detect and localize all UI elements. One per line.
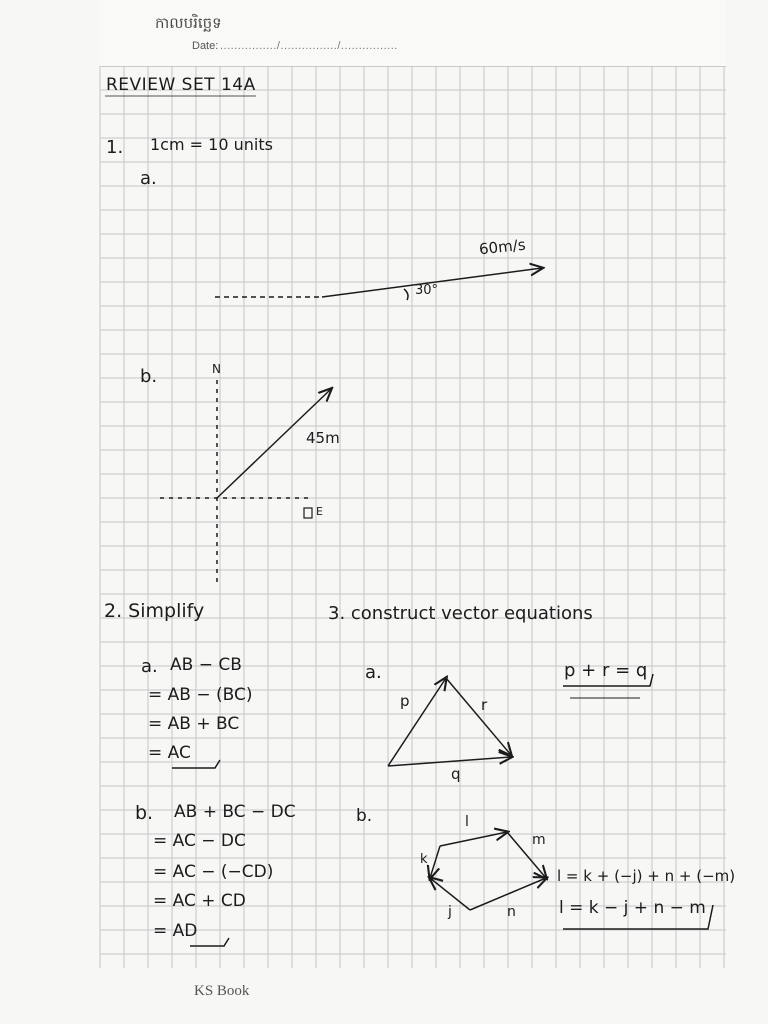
q1b-north-label: N xyxy=(212,362,221,376)
footer-brand: KS Book xyxy=(194,983,250,999)
q3a-vector-p xyxy=(388,678,446,766)
q3b-label-n: n xyxy=(507,904,516,920)
q3b-label: b. xyxy=(356,806,373,826)
q3a-label: a. xyxy=(365,662,382,683)
q3-heading: 3. construct vector equations xyxy=(328,603,593,624)
q3b-label-l: l xyxy=(465,814,469,830)
q3b-label-j: j xyxy=(448,904,452,920)
q1-scale: 1cm = 10 units xyxy=(150,135,273,154)
q3a-vector-q xyxy=(388,757,511,766)
q2-heading: 2. Simplify xyxy=(104,600,205,622)
q1a-vector-label: 60m/s xyxy=(478,235,527,259)
q2b-line-3: = AC − (−CD) xyxy=(153,862,274,882)
q3a-label-p: p xyxy=(400,692,410,710)
q2a-line-2: = AB − (BC) xyxy=(148,685,253,705)
title: REVIEW SET 14A xyxy=(106,75,256,95)
q2a-line-4: = AC xyxy=(148,743,191,763)
q1b-east-mark xyxy=(304,508,312,518)
q1b-vector-label: 45m xyxy=(306,429,340,447)
q3b-label-m: m xyxy=(532,832,546,848)
q3a-vector-r xyxy=(446,678,511,755)
q3b-label-k: k xyxy=(420,852,428,867)
q2b-line-1: AB + BC − DC xyxy=(174,802,296,822)
q3b-vector-l xyxy=(440,832,507,846)
q3b-vector-k xyxy=(430,846,440,878)
q2b-label: b. xyxy=(135,802,154,824)
q1b-label: b. xyxy=(140,366,158,387)
q2b-line-2: = AC − DC xyxy=(153,831,246,851)
q2a-label: a. xyxy=(141,656,158,677)
header-brand: កាលបរិច្ឆេទ xyxy=(155,14,222,32)
q1a-angle-label: 30° xyxy=(415,283,439,298)
q1a-angle-arc xyxy=(404,289,408,300)
q3b-answer-line-2: l = k − j + n − m xyxy=(559,898,706,918)
q2b-line-4: = AC + CD xyxy=(153,891,246,911)
date-label: Date: xyxy=(192,40,219,52)
q3b-answer-line-1: l = k + (−j) + n + (−m) xyxy=(557,867,736,885)
q1-number: 1. xyxy=(106,137,124,158)
q1a-label: a. xyxy=(140,168,157,189)
q3a-label-q: q xyxy=(451,765,461,783)
q2a-line-1: AB − CB xyxy=(170,655,242,675)
q2b-line-5: = AD xyxy=(153,921,198,941)
q1b-east-label: E xyxy=(316,505,323,518)
q2a-line-3: = AB + BC xyxy=(148,714,240,734)
date-fields: ................/................/................ xyxy=(220,40,398,52)
q3a-answer: p + r = q xyxy=(564,660,648,681)
q3a-label-r: r xyxy=(481,696,488,714)
